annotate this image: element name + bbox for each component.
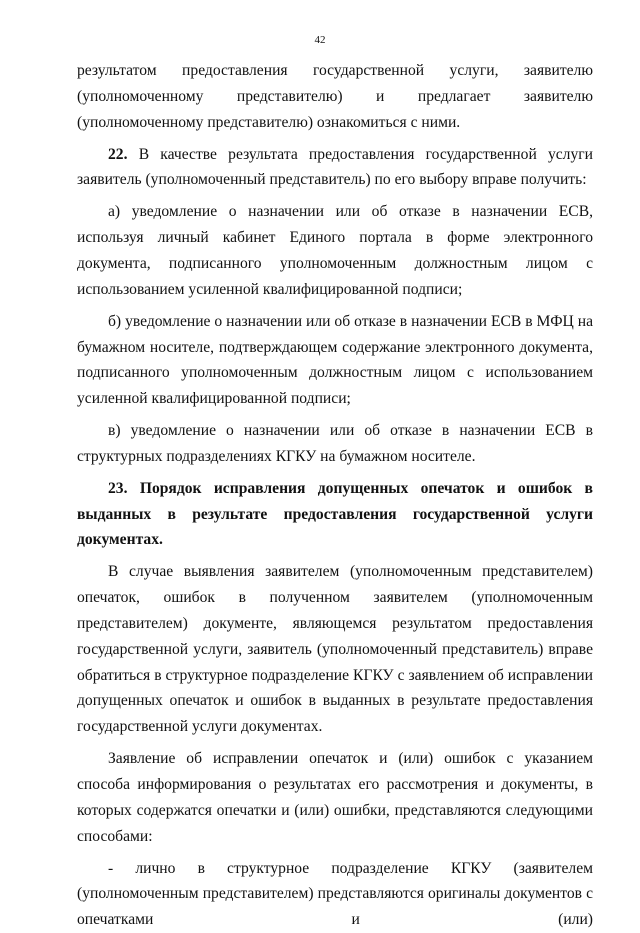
paragraph-text: результатом предоставления государственной услуги, заявителю (уполномоченному представителю) и предлагает заявителю (уполномоченному представителю) ознакомиться с ними. xyxy=(77,62,593,131)
paragraph-continuation xyxy=(77,58,593,135)
paragraph-text: а) уведомление о назначении или об отказе в назначении ЕСВ, используя личный кабинет Единого портала в форме электронного документа, подписанного уполномоченным должностным лицом с использованием усиленной квалифицированной подписи; xyxy=(77,203,593,298)
paragraph-text: В случае выявления заявителем (уполномоченным представителем) опечаток, ошибок в полученном заявителем (уполномоченным представителем) документе, являющемся результатом предоставления государственной услуги, заявитель (уполномоченный представитель) вправе обратиться в структурное подразделение КГКУ с заявлением об исправлении допущенных опечаток и ошибок в выданных в результате предоставления государственной услуги документах. xyxy=(77,563,593,736)
page-number: 42 xyxy=(314,34,326,46)
paragraph-number: 23. xyxy=(108,479,128,497)
paragraph-23-heading xyxy=(77,476,593,553)
paragraph-text: в) уведомление о назначении или об отказе в назначении ЕСВ в структурных подразделениях КГКУ на бумажном носителе. xyxy=(77,422,593,465)
paragraph-application-methods xyxy=(77,746,593,849)
document-body xyxy=(77,58,593,933)
paragraph-item-v xyxy=(77,418,593,470)
paragraph-text: Заявление об исправлении опечаток и (или) ошибок с указанием способа информирования о результатах его рассмотрения и документы, в которых содержатся опечатки и (или) ошибки, представляются следующими способами: xyxy=(77,750,593,845)
paragraph-22 xyxy=(77,142,593,194)
paragraph-number: 22. xyxy=(108,145,128,163)
paragraph-text: - лично в структурное подразделение КГКУ (заявителем (уполномоченным представителем) представляются оригиналы документов с опечатками и (или) xyxy=(77,859,593,929)
paragraph-item-a xyxy=(77,199,593,302)
paragraph-text: Порядок исправления допущенных опечаток и ошибок в выданных в результате предоставления государственной услуги документах. xyxy=(77,479,593,549)
paragraph-text: б) уведомление о назначении или об отказе в назначении ЕСВ в МФЦ на бумажном носителе, подтверждающем содержание электронного документа, подписанного уполномоченным должностным лицом с использованием усиленной квалифицированной подписи; xyxy=(77,312,593,408)
paragraph-text: В качестве результата предоставления государственной услуги заявитель (уполномоченный представитель) по его выбору вправе получить: xyxy=(77,145,593,189)
paragraph-in-person xyxy=(77,856,593,933)
paragraph-errors-case xyxy=(77,559,593,740)
paragraph-item-b xyxy=(77,309,593,412)
